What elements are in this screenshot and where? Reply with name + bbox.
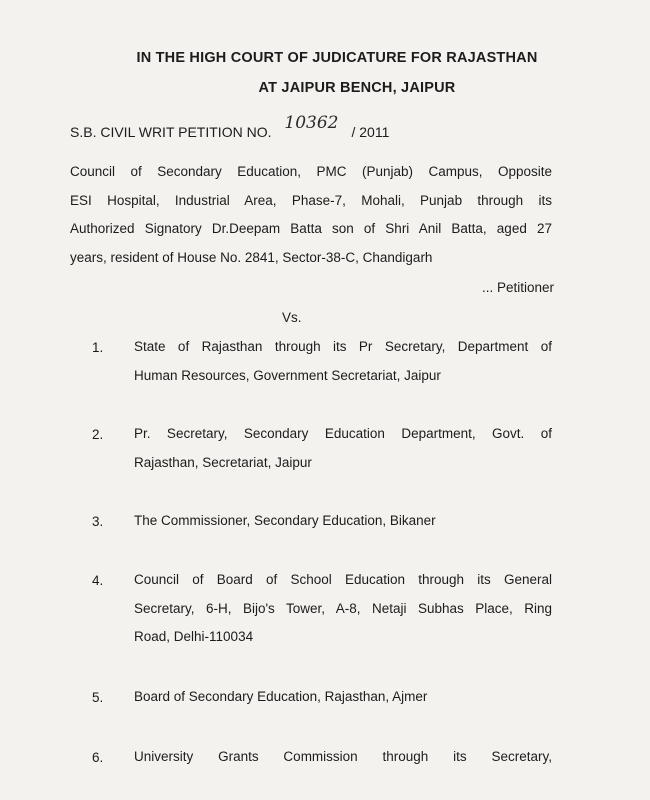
respondent-line: University Grants Commission through its Secretary, (134, 749, 552, 764)
petition-year: / 2011 (351, 124, 390, 140)
respondent-line: Road, Delhi-110034 (134, 629, 254, 644)
respondent-number: 4. (92, 573, 104, 588)
respondent-number: 6. (92, 750, 104, 765)
petitioner-line: ESI Hospital, Industrial Area, Phase-7, Mohali, Punjab through its (70, 192, 552, 208)
versus-label: Vs. (282, 310, 302, 325)
petition-prefix: S.B. CIVIL WRIT PETITION NO. (70, 124, 272, 140)
respondent-text (134, 743, 552, 772)
respondent-text (134, 333, 552, 390)
handwritten-petition-number: 10362 (284, 113, 339, 133)
respondent-text (134, 683, 552, 712)
petition-number-line (70, 113, 390, 142)
respondent-line: Rajasthan, Secretariat, Jaipur (134, 454, 312, 470)
respondent-line: Secretary, 6-H, Bijo's Tower, A-8, Netaji Subhas Place, Ring (134, 600, 552, 616)
petitioner-line: years, resident of House No. 2841, Sector-38-C, Chandigarh (70, 249, 433, 265)
respondent-text (134, 420, 552, 477)
respondent-number: 2. (92, 427, 104, 442)
respondent-line: Council of Board of School Education through its General (134, 572, 552, 587)
petitioner-description (70, 158, 552, 272)
court-title: IN THE HIGH COURT OF JUDICATURE FOR RAJASTHAN (136, 50, 538, 66)
petitioner-line: Authorized Signatory Dr.Deepam Batta son of Shri Anil Batta, aged 27 (70, 221, 552, 236)
respondent-line: The Commissioner, Secondary Education, Bikaner (134, 513, 436, 528)
respondent-number: 1. (92, 340, 104, 355)
petitioner-label: ... Petitioner (481, 280, 554, 295)
respondent-number: 3. (92, 514, 104, 529)
respondent-line: Human Resources, Government Secretariat, Jaipur (134, 367, 441, 383)
respondent-number: 5. (92, 690, 104, 705)
respondent-line: Board of Secondary Education, Rajasthan, Ajmer (134, 689, 428, 704)
court-bench: AT JAIPUR BENCH, JAIPUR (258, 80, 456, 96)
respondent-line: State of Rajasthan through its Pr Secretary, Department of (134, 339, 552, 354)
petitioner-line: Council of Secondary Education, PMC (Punjab) Campus, Opposite (70, 164, 552, 179)
respondent-text (134, 507, 552, 536)
respondent-text (134, 566, 552, 652)
respondent-line: Pr. Secretary, Secondary Education Department, Govt. of (134, 426, 552, 441)
